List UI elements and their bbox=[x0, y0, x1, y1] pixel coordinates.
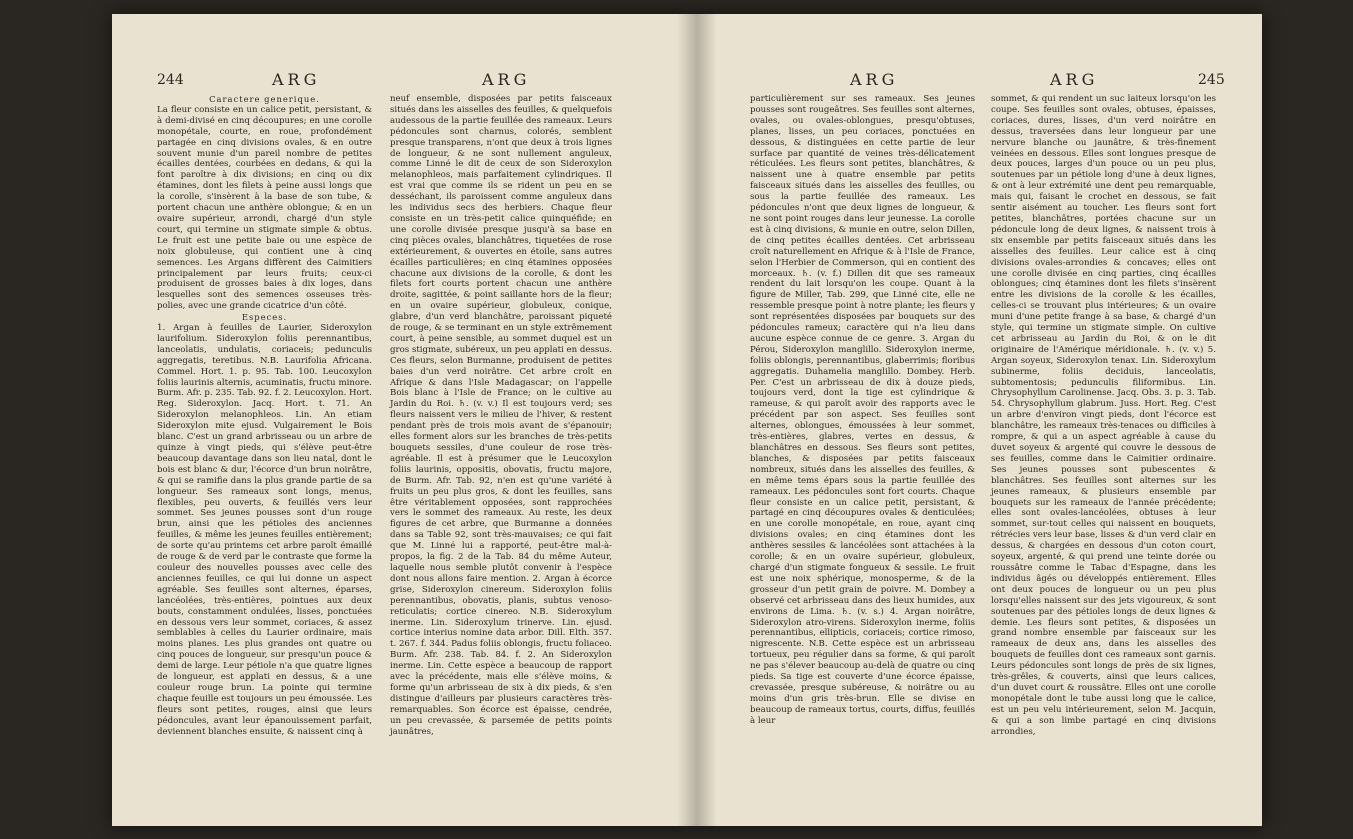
paragraph: neuf ensemble, disposées par petits faisceaux situés dans les aisselles des feuilles, & quelquefois audessous de la partie feuillée des rameaux. Leurs pédoncules sont charnus, colorés, semblent presque transparens, n'ont que deux à trois lignes de longueur, & ne sont nullement anguleux, comme Linné le dit de ceux de son Sideroxylon melanophleos, mais parfaitement cylindriques. Il est vrai que comme ils se rident un peu en se desséchant, ils paroissent comme anguleux dans les individus secs des herbiers. Chaque fleur consiste en un très-petit calice quinquéfide; en une corolle divisée presque jusqu'à sa base en cinq pièces ovales, blanchâtres, tiquetées de rose extérieurement, & ouvertes en étoile, sans autres écailles particulières; en cinq étamines opposées chacune aux divisions de la corolle, & dont les filets fort courts portent chacun une anthère droite, sagittée, & point saillante hors de la fleur; en un ovaire supérieur, globuleux, conique, glabre, d'un verd blanchâtre, paroissant piqueté de rouge, & se terminant en un style extrêmement court, à peine sensible, au sommet duquel est un gros stigmate, subéreux, un peu applati en dessus. Ces fleurs, selon Burmanne, produisent de petites baies d'un verd noirâtre. Cet arbre croît en Afrique & dans l'Isle Madagascar; on l'appelle Bois blanc à l'Isle de France; on le cultive au Jardin du Roi. ♄. (v. v.) Il est toujours verd; ses fleurs naissent vers le milieu de l'hiver, & restent pendant près de trois mois avant de s'épanouir; elles forment alors sur les branches de très-petits bouquets sessiles, d'une couleur de rose très-agréable. Il est à présumer que le Leucoxylon foliis laurinis, oppositis, obovatis, fructu majore, de Burm. Afr. Tab. 92, n'en est qu'une variété à fruits un peu plus gros, & dont les feuilles, sans être véritablement opposées, sont rapprochées vers le sommet des rameaux. Au reste, les deux figures de cet arbre, que Burmanne a données dans sa Table 92, sont très-mauvaises; ce qui fait que M. Linné lui a rapporté, peut-être mal-à-propos, la fig. 2 de la Tab. 84 du même Auteur, laquelle nous semble plutôt convenir à l'espèce dont nous allons faire mention. 2. Argan à écorce grise, Sideroxylon cinereum. Sideroxylon foliis perennantibus, obovatis, planis, subtus venoso-reticulatis; cortice cinereo. N.B. Sideroxylum inerme. Lin. Sideroxylum trinerve. Lin. ejusd. cortice interius nomine data arbor. Dill. Elth. 357. t. 267. f. 344. Padus foliis oblongis, fructu foliaceo. Burm. Afr. 238. Tab. 84. f. 2. An Sideroxylon inerme. Lin. Cette espèce a beaucoup de rapport avec la précédente, mais elle s'élève moins, & forme qu'un arbrisseau de six à dix pieds, & s'en distingue d'ailleurs par plusieurs caractères très-remarquables. Son écorce est épaisse, cendrée, un peu crevassée, & parsemée de petits points jaunâtres, bbox=[390, 94, 612, 737]
right-page bbox=[710, 14, 1262, 826]
paragraph: La fleur consiste en un calice petit, persistant, & à demi-divisé en cinq découpures; en une corolle monopétale, courte, en roue, profondément partagée en cinq divisions ovales, & en outre souvent munie d'un pareil nombre de petites écailles dentées, courbées en dedans, & qui la font paroître à dix divisions; en cinq ou dix étamines, dont les filets à peine aussi longs que la corolle, s'insèrent à la base de son tube, & portent chacun une anthère oblongue; & en un ovaire supérieur, arrondi, chargé d'un style court, qui termine un stigmate simple & obtus. Le fruit est une petite baie ou une espèce de noix globuleuse, qui contient une à cinq semences. Les Argans diffèrent des Caimitiers principalement par leurs fruits; ceux-ci produisent de grosses baies à dix loges, dans lesquelles sont des semences osseuses très-polies, avec une grande cicatrice d'un côté. bbox=[157, 104, 372, 312]
running-head: ARG bbox=[850, 70, 899, 89]
running-head: ARG bbox=[272, 70, 321, 89]
text-column bbox=[390, 94, 612, 737]
left-page bbox=[112, 14, 680, 826]
text-column bbox=[750, 94, 975, 727]
text-column bbox=[991, 94, 1216, 737]
text-column bbox=[157, 94, 372, 737]
paragraph: particulièrement sur ses rameaux. Ses jeunes pousses sont rougeâtres. Ses feuilles sont alternes, ovales, ou ovales-oblongues, presqu'obtuses, planes, lisses, un peu coriaces, ponctuées en dessous, & distinguées en cette partie de leur surface par quantité de veines très-délicatement réticulées. Les fleurs sont petites, blanchâtres, & naissent une à quatre ensemble par petits faisceaux situés dans les aisselles des feuilles, ou sous la partie feuillée des rameaux. Les pédoncules n'ont que deux lignes de longueur, & ne sont point rouges dans leur jeunesse. La corolle est à cinq divisions, & munie en outre, selon Dillen, de cinq petites écailles dentées. Cet arbrisseau croît naturellement en Afrique & à l'Isle de France, selon l'Herbier de Commerson, qui en contient des morceaux. ♄. (v. f.) Dillen dit que ses rameaux rendent du lait lorsqu'on les coupe. Quant à la figure de Miller, Tab. 299, que Linné cite, elle ne ressemble presque point à notre plante; les fleurs y sont représentées disposées par bouquets sur des pédoncules rameux; caractère qui n'a lieu dans aucune espèce connue de ce genre. 3. Argan du Pérou, Sideroxylon manglillo. Sideroxylon inerme, foliis oblongis, perennantibus, glaberrimis; floribus aggregatis. Duhamelia manglillo. Dombey. Herb. Per. C'est un arbrisseau de dix à douze pieds, toujours verd, dont la tige est cylindrique & rameuse, & qui paroît avoir des rapports avec le précédent par son aspect. Ses feuilles sont alternes, oblongues, émoussées à leur sommet, très-entières, glabres, vertes en dessus, & blanchâtres en dessous. Ses fleurs sont petites, blanches, & disposées par petits faisceaux nombreux, situés dans les aisselles des feuilles, & en même tems épars sous la partie feuillée des rameaux. Les pédoncules sont fort courts. Chaque fleur consiste en un calice petit, persistant, & partagé en cinq découpures ovales & denticulées; en une corolle monopétale, en roue, ayant cinq divisions ovales; en cinq étamines dont les anthères sessiles & lancéolées sont attachées à la corolle; & en un ovaire supérieur, globuleux, chargé d'un stigmate fongueux & sessile. Le fruit est une noix sphérique, monosperme, & de la grosseur d'un petit grain de poivre. M. Dombey a observé cet arbrisseau dans des lieux humides, aux environs de Lima. ♄. (v. s.) 4. Argan noirâtre, Sideroxylon atro-virens. Sideroxylon inerme, foliis perennantibus, ellipticis, coriaceis; cortice rimoso, nigrescente. N.B. Cette espèce est un arbrisseau tortueux, peu régulier dans sa forme, & qui paroît ne pas s'élever beaucoup au-delà de quatre ou cinq pieds. Sa tige est couverte d'une écorce épaisse, crevassée, presque subéreuse, & noirâtre ou au moins d'un gris très-brun. Elle se divise en beaucoup de rameaux tortus, courts, diffus, feuillés à leur bbox=[750, 94, 975, 726]
section-heading: Especes. bbox=[241, 312, 288, 323]
page-number: 245 bbox=[1198, 72, 1225, 88]
running-head: ARG bbox=[482, 70, 531, 89]
paragraph: 1. Argan à feuilles de Laurier, Sideroxylon laurifolium. Sideroxylon foliis perennantibus, lanceolatis, undulatis, coriaceis; pedunculis aggregatis, teretibus. N.B. Laurifolia Africana. Commel. Hort. 1. p. 95. Tab. 100. Leucoxylon foliis laurinis alternis, acuminatis, fructu minore. Burm. Afr. p. 235. Tab. 92. f. 2. Leucoxylon. Hort. Reg. Sideroxylon. Jacq. Hort. t. 71. An Sideroxylon melanophleos. Lin. An etiam Sideroxylon mite ejusd. Vulgairement le Bois blanc. C'est un grand arbrisseau ou un arbre de quinze à vingt pieds, qui s'élève peut-être beaucoup davantage dans son lieu natal, dont le bois est blanc & dur, l'écorce d'un brun noirâtre, & qui se ramifie dans la plus grande partie de sa longueur. Ses rameaux sont longs, menus, flexibles, peu ouverts, & feuillés vers leur sommet. Ses jeunes pousses sont d'un rouge brun, ainsi que les pétioles des anciennes feuilles, & même les jeunes feuilles entièrement; de sorte qu'au printems cet arbre paroît émaillé de rouge & de verd par le contraste que forme la couleur des nouvelles pousses avec celle des anciennes feuilles, ce qui lui donne un aspect agréable. Ses feuilles sont alternes, éparses, lancéolées, très-entières, pointues aux deux bouts, constamment ondulées, lisses, ponctuées en dessous vers leur sommet, coriaces, & assez semblables à celles du Laurier ordinaire, mais moins planes. Les plus grandes ont quatre ou cinq pouces de longueur, sur presqu'un pouce & demi de large. Leur pétiole n'a que quatre lignes de longueur, est applati en dessus, & a une couleur rouge brun. La pointe qui termine chaque feuille est toujours un peu émoussée. Les fleurs sont petites, rouges, ainsi que leurs pédoncules, avant leur épanouissement parfait, deviennent blanches ensuite, & naissent cinq à bbox=[157, 323, 372, 737]
page-number: 244 bbox=[157, 72, 184, 88]
paragraph: sommet, & qui rendent un suc laiteux lorsqu'on les coupe. Ses feuilles sont ovales, obtuses, épaisses, coriaces, dures, lisses, d'un verd noirâtre en dessus, traversées dans leur longueur par une nervure blanche ou jaunâtre, & très-finement veinées en dessous. Elles sont longues presque de deux pouces, larges d'un pouce ou un peu plus, soutenues par un pétiole long d'une à deux lignes, & ont à leur extrémité une dent peu remarquable, mais qui, faisant le crochet en dessous, se fait sentir aisément au toucher. Les fleurs sont fort petites, blanchâtres, portées chacune sur un pédoncule long de deux lignes, & naissent trois à six ensemble par petits faisceaux situés dans les aisselles des feuilles. Leur calice est à cinq divisions ovales-arrondies & concaves; elles ont une corolle divisée en cinq parties, cinq écailles oblongues; cinq étamines dont les filets s'insèrent entre les divisions de la corolle & les écailles, celles-ci se trouvant plus intérieures; & un ovaire muni d'une petite frange à sa base, & chargé d'un style, qui termine un stigmate simple. On cultive cet arbrisseau au Jardin du Roi, & on le dit originaire de l'Amérique méridionale. ♄. (v. v.) 5. Argan soyeux, Sideroxylon tenax. Lin. Sideroxylum subinerme, foliis deciduis, lanceolatis, subtomentosis; pedunculis filiformibus. Lin. Chrysophyllum Carolinense. Jacq. Obs. 3. p. 3. Tab. 54. Chrysophyllum glabrum. Juss. Hort. Reg. C'est un arbre d'environ vingt pieds, dont l'écorce est blanchâtre, les rameaux très-tenaces ou difficiles à rompre, & qui a un aspect agréable à cause du duvet soyeux & argenté qui couvre le dessous de ses feuilles, comme dans le Caimitier ordinaire. Ses jeunes pousses sont pubescentes & blanchâtres. Ses feuilles sont alternes sur les jeunes rameaux, & plusieurs ensemble par bouquets sur les rameaux de l'année précédente; elles sont ovales-lancéolées, obtuses à leur sommet, sur-tout celles qui naissent en bouquets, rétrécies vers leur base, lisses & d'un verd clair en dessus, & chargées en dessous d'un coton court, soyeux, argenté, & qui prend une teinte dorée ou roussâtre comme le Tabac d'Espagne, dans les individus âgés ou développés entièrement. Elles ont deux pouces de longueur ou un peu plus lorsqu'elles naissent sur des jets vigoureux, & sont soutenues par des pétioles longs de deux lignes & demie. Les fleurs sont petites, & disposées un grand nombre ensemble par faisceaux sur les rameaux de deux ans, dans les aisselles des bouquets de feuilles dont ces rameaux sont garnis. Leurs pédoncules sont longs de près de six lignes, très-grêles, & couverts, ainsi que leurs calices, d'un duvet court & roussâtre. Elles ont une corolle monopétale dont le tube aussi long que le calice, est un peu velu intérieurement, selon M. Jacquin, & qui a son limbe partagé en cinq divisions arrondies, bbox=[991, 94, 1216, 737]
section-heading: Caractere generique. bbox=[209, 94, 320, 104]
open-book bbox=[112, 14, 1262, 826]
running-head: ARG bbox=[1050, 70, 1099, 89]
